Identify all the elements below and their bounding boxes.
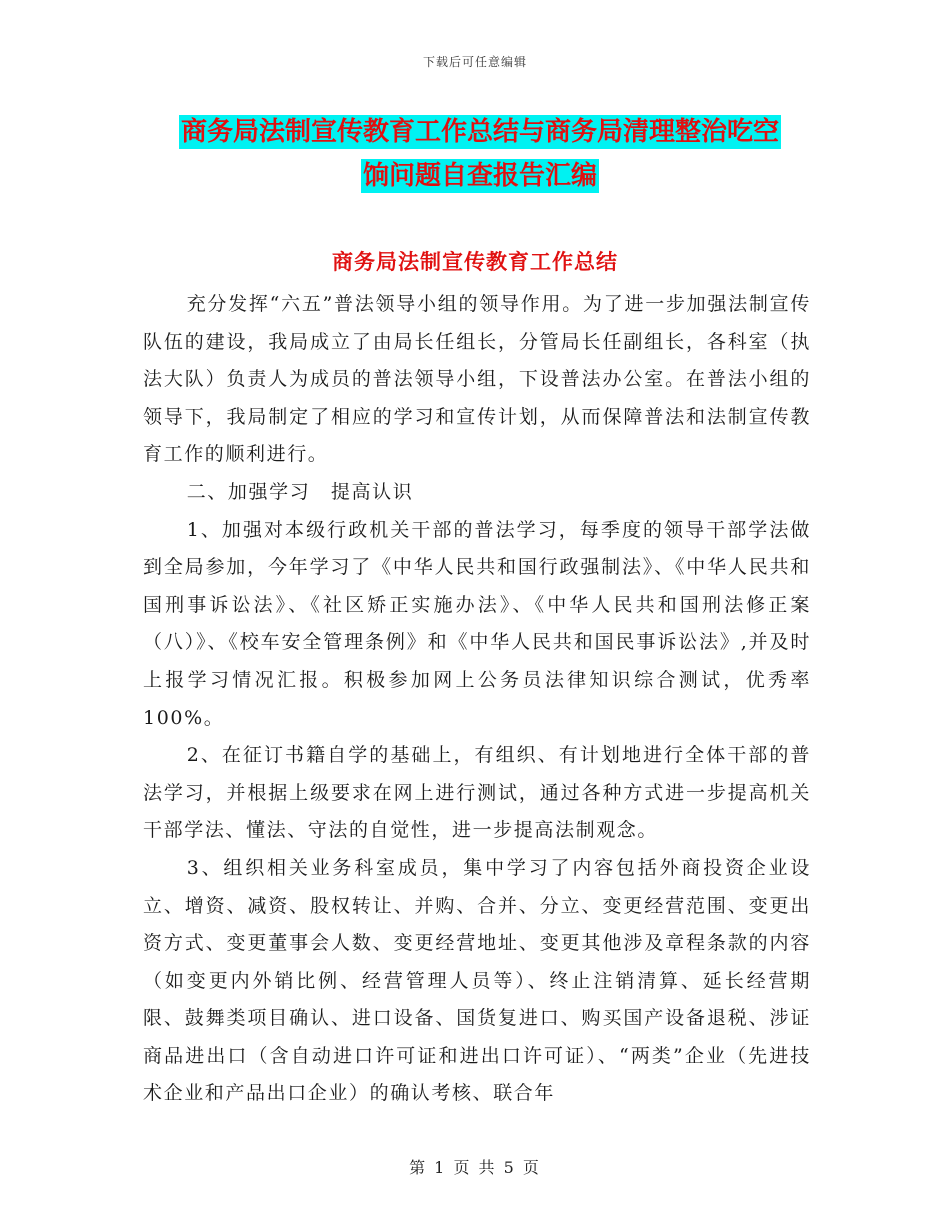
document-title-line-1 [140, 108, 820, 156]
page-number-footer: 第 1 页 共 5 页 [409, 1158, 541, 1177]
header-note: 下载后可任意编辑 [422, 55, 527, 69]
document-title-text-2: 饷问题自查报告汇编 [362, 161, 597, 191]
paragraph-heading: 二、加强学习 提高认识 [186, 480, 414, 503]
paragraph: 充分发挥“六五”普法领导小组的领导作用。为了进一步加强法制宣传队伍的建设，我局成立了由局长任组长，分管局长任副组长，各科室（执法大队）负责人为成员的普法领导小组，下设普法办公室。在普法小组的领导下，我局制定了相应的学习和宣传计划，从而保障普法和法制宣传教育工作的顺利进行。 [143, 293, 811, 466]
document-title-line-2 [140, 152, 820, 200]
paragraph: 1、加强对本级行政机关干部的普法学习，每季度的领导干部学法做到全局参加，今年学习了《中华人民共和国行政强制法》、《中华人民共和国刑事诉讼法》、《社区矫正实施办法》、《中华人民共和国刑法修正案（八）》、《校车安全管理条例》和《中华人民共和国民事诉讼法》,并及时上报学习情况汇报。积极参加网上公务员法律知识综合测试，优秀率100%。 [143, 518, 811, 729]
paragraph: 3、组织相关业务科室成员，集中学习了内容包括外商投资企业设立、增资、减资、股权转让、并购、合并、分立、变更经营范围、变更出资方式、变更董事会人数、变更经营地址、变更其他涉及章程条款的内容（如变更内外销比例、经营管理人员等）、终止注销清算、延长经营期限、鼓舞类项目确认、进口设备、国货复进口、购买国产设备退税、涉证商品进出口（含自动进口许可证和进出口许可证）、“两类”企业（先进技术企业和产品出口企业）的确认考核、联合年 [143, 856, 811, 1105]
document-title-text-1: 商务局法制宣传教育工作总结与商务局清理整治吃空 [180, 117, 779, 147]
section-title: 商务局法制宣传教育工作总结 [332, 250, 618, 274]
paragraph: 2、在征订书籍自学的基础上，有组织、有计划地进行全体干部的普法学习，并根据上级要求在网上进行测试，通过各种方式进一步提高机关干部学法、懂法、守法的自觉性，进一步提高法制观念。 [143, 744, 811, 842]
document-body [143, 286, 811, 1113]
